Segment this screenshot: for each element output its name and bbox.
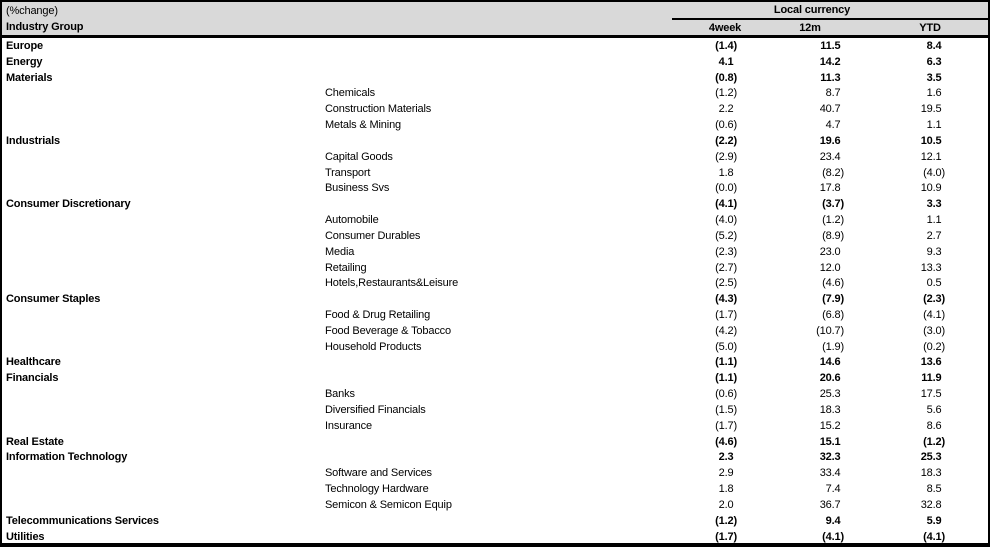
value-cell: 15.2 [819, 419, 841, 432]
value-cell: 23.4 [819, 150, 841, 163]
column-header-12m: 12m [778, 19, 872, 37]
value-cell: (1.1) [715, 356, 738, 369]
table-row [2, 70, 988, 86]
value-cell: (3.7) [822, 198, 845, 211]
value-cell: 8.6 [926, 419, 942, 432]
table-row [2, 386, 988, 402]
table-row [2, 402, 988, 418]
row-label: Energy [6, 55, 43, 68]
value-cell: 2.9 [718, 467, 734, 480]
table-row [2, 244, 988, 260]
value-cell: 11.5 [820, 39, 841, 52]
value-cell: 36.7 [819, 498, 841, 511]
value-cell: (1.1) [715, 372, 738, 385]
value-cell: 3.3 [926, 198, 942, 211]
value-cell: 2.2 [718, 103, 734, 116]
value-cell: (0.8) [715, 71, 738, 84]
table-row [2, 275, 988, 291]
value-cell: 4.7 [825, 119, 841, 132]
row-label: Business Svs [325, 182, 390, 195]
header-row-columns [2, 19, 988, 37]
table-row [2, 228, 988, 244]
value-cell: 32.8 [920, 498, 942, 511]
value-cell: (5.0) [715, 340, 738, 353]
value-cell: (1.2) [715, 87, 738, 100]
value-cell: 10.5 [920, 134, 942, 147]
row-label: Europe [6, 39, 43, 52]
value-cell: (0.0) [715, 182, 738, 195]
row-label: Utilities [6, 530, 45, 543]
value-cell: (2.5) [715, 277, 738, 290]
value-cell: 12.1 [920, 150, 942, 163]
value-cell: (8.9) [822, 229, 845, 242]
table-row [2, 291, 988, 307]
value-cell: 3.5 [926, 71, 942, 84]
value-cell: 11.3 [820, 71, 841, 84]
table-row [2, 307, 988, 323]
value-cell: 13.6 [920, 356, 942, 369]
value-cell: 18.3 [920, 467, 942, 480]
value-cell: (2.7) [715, 261, 738, 274]
value-cell: 1.6 [926, 87, 942, 100]
row-label: Semicon & Semicon Equip [325, 498, 452, 511]
table-row [2, 196, 988, 212]
value-cell: (8.2) [822, 166, 845, 179]
value-cell: 12.0 [819, 261, 841, 274]
value-cell: (5.2) [715, 229, 738, 242]
row-label: Transport [325, 166, 371, 179]
column-header-ytd: YTD [872, 19, 988, 37]
column-header-4week: 4week [672, 19, 778, 37]
table-row [2, 481, 988, 497]
value-cell: (4.0) [923, 166, 946, 179]
value-cell: (10.7) [816, 324, 845, 337]
value-cell: (4.1) [822, 530, 845, 543]
value-cell: (1.7) [715, 308, 738, 321]
row-label: Technology Hardware [325, 483, 429, 496]
value-cell: (1.2) [923, 435, 946, 448]
row-label: Automobile [325, 214, 379, 227]
value-cell: 6.3 [926, 55, 942, 68]
value-cell: 8.5 [926, 483, 942, 496]
data-table [2, 2, 988, 545]
value-cell: (1.7) [715, 419, 738, 432]
value-cell: (4.3) [715, 293, 738, 306]
header-row-units [2, 2, 988, 19]
value-cell: 32.3 [819, 451, 841, 464]
table-row [2, 418, 988, 434]
value-cell: 8.7 [825, 87, 841, 100]
value-cell: 1.8 [718, 166, 734, 179]
value-cell: (0.6) [715, 119, 738, 132]
value-cell: 25.3 [819, 388, 841, 401]
row-label: Telecommunications Services [6, 514, 159, 527]
row-label: Financials [6, 372, 59, 385]
table-row [2, 260, 988, 276]
value-cell: 1.1 [926, 214, 942, 227]
table-row [2, 54, 988, 70]
value-cell: (7.9) [822, 293, 845, 306]
value-cell: 7.4 [825, 483, 841, 496]
value-cell: 5.6 [926, 403, 942, 416]
value-cell: 25.3 [920, 451, 942, 464]
value-cell: 15.1 [819, 435, 841, 448]
value-cell: (1.2) [715, 514, 738, 527]
value-cell: 1.1 [926, 119, 942, 132]
row-label: Real Estate [6, 435, 64, 448]
value-cell: (3.0) [923, 324, 946, 337]
value-cell: 9.4 [825, 514, 841, 527]
row-label: Retailing [325, 261, 367, 274]
value-cell: 1.8 [718, 483, 734, 496]
value-cell: 5.9 [926, 514, 942, 527]
row-label: Construction Materials [325, 103, 432, 116]
value-cell: 14.6 [819, 356, 841, 369]
value-cell: (4.1) [923, 530, 946, 543]
table-row [2, 323, 988, 339]
row-label: Food & Drug Retailing [325, 308, 431, 321]
row-label: Consumer Durables [325, 229, 421, 242]
value-cell: (4.2) [715, 324, 738, 337]
table-row [2, 465, 988, 481]
row-label: Consumer Staples [6, 293, 101, 306]
row-label: Capital Goods [325, 150, 393, 163]
table-row [2, 133, 988, 149]
value-cell: (4.1) [923, 308, 946, 321]
row-label: Insurance [325, 419, 372, 432]
value-cell: (6.8) [822, 308, 845, 321]
row-label: Materials [6, 71, 53, 84]
value-cell: 19.5 [920, 103, 942, 116]
row-dimension-header: Industry Group [2, 19, 672, 37]
row-label: Information Technology [6, 451, 128, 464]
table-header [2, 2, 988, 37]
value-cell: 2.7 [926, 229, 942, 242]
value-cell: 40.7 [819, 103, 841, 116]
row-label: Industrials [6, 134, 60, 147]
table-row [2, 339, 988, 355]
value-cell: (2.3) [923, 293, 946, 306]
table-row [2, 85, 988, 101]
value-cell: (1.5) [715, 403, 738, 416]
value-cell: (1.2) [822, 214, 845, 227]
value-cell: 19.6 [819, 134, 841, 147]
table-row [2, 37, 988, 54]
value-cell: 0.5 [926, 277, 942, 290]
value-cell: (1.4) [715, 39, 738, 52]
table-row [2, 450, 988, 466]
value-cell: 4.1 [718, 55, 734, 68]
value-cell: 33.4 [819, 467, 841, 480]
value-cell: 2.3 [718, 451, 734, 464]
value-cell: (0.6) [715, 388, 738, 401]
table-row [2, 434, 988, 450]
table-row [2, 165, 988, 181]
value-cell: 8.4 [926, 39, 942, 52]
table-row [2, 355, 988, 371]
table-row [2, 149, 988, 165]
value-cell: 18.3 [819, 403, 841, 416]
value-cell: 13.3 [920, 261, 942, 274]
row-label: Diversified Financials [325, 403, 426, 416]
table-row [2, 529, 988, 545]
row-label: Media [325, 245, 355, 258]
value-cell: 9.3 [926, 245, 942, 258]
value-cell: (4.6) [715, 435, 738, 448]
table-row [2, 513, 988, 529]
value-cell: (2.3) [715, 245, 738, 258]
unit-label: (%change) [2, 2, 672, 19]
value-cell: 14.2 [819, 55, 841, 68]
value-cell: (2.2) [715, 134, 738, 147]
value-cell: 17.8 [819, 182, 841, 195]
currency-group-header: Local currency [672, 2, 988, 19]
table-row [2, 180, 988, 196]
table-row [2, 497, 988, 513]
row-label: Software and Services [325, 467, 432, 480]
value-cell: (0.2) [923, 340, 946, 353]
value-cell: (4.1) [715, 198, 738, 211]
value-cell: (2.9) [715, 150, 738, 163]
row-label: Hotels,Restaurants&Leisure [325, 277, 459, 290]
value-cell: 11.9 [921, 372, 942, 385]
value-cell: (4.0) [715, 214, 738, 227]
value-cell: (1.7) [715, 530, 738, 543]
value-cell: 2.0 [718, 498, 734, 511]
value-cell: 23.0 [819, 245, 841, 258]
row-label: Healthcare [6, 356, 61, 369]
row-label: Chemicals [325, 87, 375, 100]
table-row [2, 117, 988, 133]
row-label: Metals & Mining [325, 119, 402, 132]
value-cell: 20.6 [819, 372, 841, 385]
value-cell: (1.9) [822, 340, 845, 353]
table-body [2, 37, 988, 545]
row-label: Household Products [325, 340, 422, 353]
table-row [2, 212, 988, 228]
row-label: Consumer Discretionary [6, 198, 131, 211]
value-cell: 10.9 [920, 182, 942, 195]
table-row [2, 370, 988, 386]
value-cell: 17.5 [920, 388, 942, 401]
value-cell: (4.6) [822, 277, 845, 290]
table-row [2, 101, 988, 117]
row-label: Food Beverage & Tobacco [325, 324, 451, 337]
row-label: Banks [325, 388, 355, 401]
